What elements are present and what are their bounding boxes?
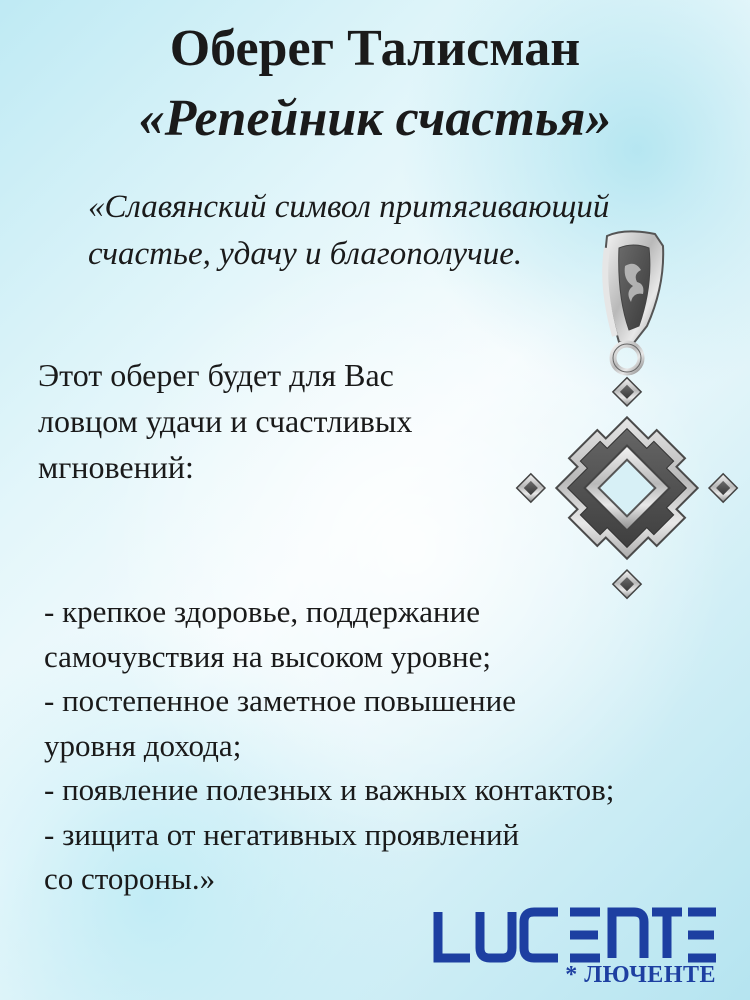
benefit-line-1: - крепкое здоровье, поддержание xyxy=(44,594,480,629)
brand-logo xyxy=(430,900,720,995)
pendant-image xyxy=(515,226,740,626)
benefit-line-4: уровня дохода; xyxy=(44,727,242,763)
intro-line-1: Этот оберег будет для Вас xyxy=(38,357,394,393)
quote-line-1: «Славянский символ притягивающий xyxy=(88,189,610,225)
benefits-list xyxy=(44,590,744,902)
benefit-line-6: - зищита от негативных проявлений xyxy=(44,816,520,852)
benefit-line-3: - постепенное заметное повышение xyxy=(44,683,516,718)
title-line-2: «Репейник счастья» xyxy=(138,90,612,147)
intro-line-2: ловцом удачи и счастливых xyxy=(38,403,413,439)
intro-line-3: мгновений: xyxy=(38,449,194,485)
pendant-bail xyxy=(605,231,663,344)
quote-line-2: счастье, удачу и благополучие. xyxy=(88,236,523,272)
title-line-1: Оберег Талисман xyxy=(169,20,581,77)
intro-block xyxy=(38,352,488,490)
amulet-symbol xyxy=(517,378,738,599)
benefit-line-5: - появление полезных и важных контактов; xyxy=(44,772,615,807)
benefit-line-2: самочувствия на высоком уровне; xyxy=(44,638,491,674)
lucente-logo-mark xyxy=(430,900,720,970)
benefit-line-7: со стороны.» xyxy=(44,861,216,896)
brand-subtitle: * ЛЮЧЕНТЕ xyxy=(565,962,716,988)
